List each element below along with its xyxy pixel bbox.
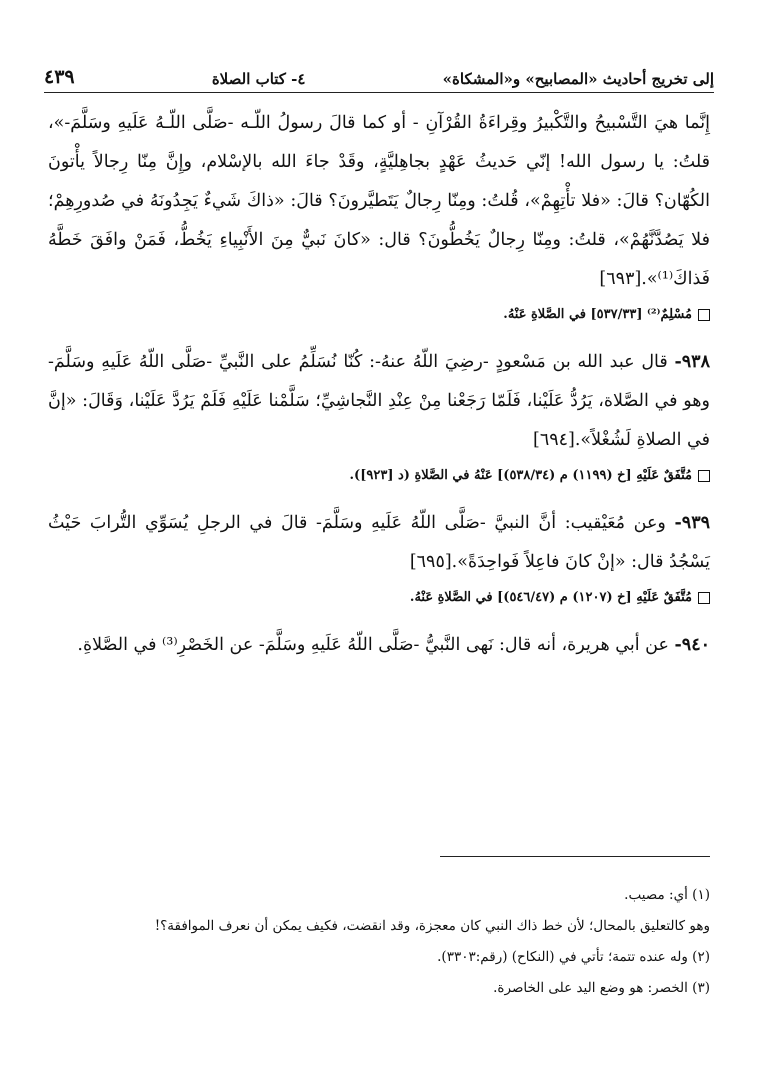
page-number: ٤٣٩ — [44, 66, 75, 88]
footnote-3: (٣) الخصر: هو وضع اليد على الخاصرة. — [493, 980, 710, 996]
hadith-text: قال عبد الله بن مَسْعودٍ -رضِيَ اللّهُ عنهُ-: كُنّا نُسَلِّمُ على النَّبيِّ -صَلَّى اللّهُ عَلَيهِ وسَلَّمَ- وهو في الصَّلاة، يَرُدُّ عَلَيْنا، فَلَمّا رَجَعْنا مِنْ عِنْدِ النَّجاشِيِّ؛ سَلَّمْنا عَلَيْهِ فَلَمْ يَرُدَّ عَلَيْنا، وَقَالَ: «إنَّ في الصلاةِ لَشُغْلاً».[٦٩٤] — [48, 352, 710, 450]
hadith-938 — [48, 343, 710, 460]
hadith-continuation: إِنَّما هيَ التَّسْبيحُ والتَّكْبيرُ وقِراءَةُ القُرْآنِ - أو كما قالَ رسولُ اللّـه -صَلَّى اللّـهُ عَلَيهِ وسَلَّمَ-»، قلتُ: يا رسول الله! إنّي حَديثُ عَهْدٍ بجاهِليَّةٍ، وقَدْ جاءَ الله بالإسْلام، وإِنَّ مِنّا رِجالاً يأْتونَ الكُهّان؟ قالَ: «فلا تأْتِهِمْ»، قُلتُ: ومِنّا رِجالٌ يَتَطيَّرونَ؟ قالَ: «ذاكَ شَيءٌ يَجِدُونَهُ في صُدورِهِمْ؛ فلا يَصُدَّنَّهُمْ»، قلتُ: ومِنّا رِجالٌ يَخُطُّونَ؟ قال: «كانَ نَبيٌّ مِنَ الأَنْبِياءِ يَخُطُّ، فَمَنْ وافَقَ خَطَّهُ فَذاكَ⁽¹⁾».[٦٩٣] — [48, 113, 710, 289]
hadith-number: ٩٣٨- — [674, 352, 710, 372]
footnotes — [48, 880, 710, 1004]
chapter-title: ٤- كتاب الصلاة — [211, 70, 306, 88]
hadith-940 — [48, 626, 710, 665]
hadith-text: وعن مُعَيْقيب: أنَّ النبيَّ -صَلَّى اللّهُ عَلَيهِ وسَلَّمَ- قالَ في الرجلِ يُسَوِّي التُّرابَ حَيْثُ يَسْجُدُ قال: «إنْ كانَ فاعِلاً فَواحِدَةً».[٦٩٥] — [48, 513, 710, 572]
footnote-divider — [440, 856, 710, 857]
hadith-number: ٩٣٩- — [674, 513, 710, 533]
book-title: إلى تخريج أحاديث «المصابيح» و«المشكاة» — [442, 70, 714, 88]
footnote-1: (١) أي: مصيب. — [624, 887, 710, 903]
page-header — [44, 56, 714, 88]
page-body — [48, 104, 710, 665]
hadith-text: عن أبي هريرة، أنه قال: نَهى النَّبيُّ -صَلَّى اللّهُ عَلَيهِ وسَلَّمَ- عن الخَصْرِ⁽³⁾ في الصَّلاةِ. — [77, 635, 669, 655]
checkbox-square-icon — [698, 592, 710, 604]
header-divider — [44, 92, 714, 93]
footnote-2: (٢) وله عنده تتمة؛ تأتي في (النكاح) (رقم:٣٣٠٣). — [437, 949, 710, 965]
hadith-reference: مُتَّفَقٌ عَلَيْهِ [خ (١١٩٩) م (٥٣٨/٣٤)] عَنْهُ في الصَّلاةِ (د [٩٢٣]). — [48, 462, 710, 490]
checkbox-square-icon — [698, 470, 710, 482]
hadith-reference: مُتَّفَقٌ عَلَيْهِ [خ (١٢٠٧) م (٥٤٦/٤٧)] في الصَّلاةِ عَنْهُ. — [48, 584, 710, 612]
hadith-939 — [48, 504, 710, 582]
checkbox-square-icon — [698, 309, 710, 321]
footnote-1-continued: وهو كالتعليق بالمحال؛ لأن خط ذاك النبي كان معجزة، وقد انقضت، فكيف يمكن أن نعرف الموافقة؟! — [154, 918, 710, 934]
hadith-reference: مُسْلِمٌ⁽²⁾ [٥٣٧/٣٣] في الصَّلاةِ عَنْهُ. — [48, 301, 710, 329]
hadith-number: ٩٤٠- — [674, 635, 710, 655]
